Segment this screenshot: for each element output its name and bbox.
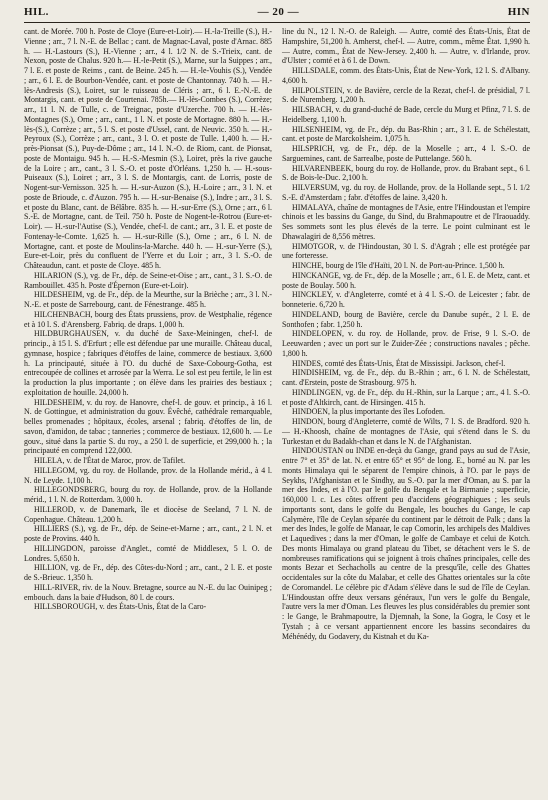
dictionary-entry: HILSBACH, v. du grand-duché de Bade, cercle du Murg et Pfinz, 7 l. S. de Heidelberg. 1,100 h. (282, 105, 530, 124)
dictionary-entry: HINDLINGEN, vg. de Fr., dép. du H.-Rhin, sur la Larque ; arr., 4 l. S.-O. et poste d'Altkirch, cant. de Hirsingen. 415 h. (282, 387, 530, 407)
dictionary-entry: HILLINGDON, paroisse d'Anglet., comté de Middlesex, 5 l. O. de Londres. 5,650 h. (24, 543, 272, 563)
dictionary-entry: HIMOTGOR, v. de l'Hindoustan, 30 l. S. d'Agrah ; elle est protégée par une forteresse. (282, 241, 530, 261)
dictionary-entry: HILARION (S.), vg. de Fr., dép. de Seine-et-Oise ; arr., cant., 3 l. S.-O. de Rambouillet. 435 h. Poste d'Épernon (Eure-et-Loir). (24, 270, 272, 290)
right-column-text (282, 27, 530, 641)
left-column-text (24, 27, 272, 612)
dictionary-entry: HINDOEN, la plus importante des îles Lofoden. (292, 407, 445, 417)
dictionary-entry: HINCKLEY, v. d'Angleterre, comté et à 4 l. S.-O. de Leicester ; fabr. de bonneterie. 6,720 h. (282, 290, 530, 309)
dictionary-entry: HILVARENBEEK, bourg du roy. de Hollande, prov. du Brabant sept., 6 l. S. de Bois-le-Duc. 2,100 h. (282, 163, 530, 183)
header-rule (24, 22, 530, 23)
dictionary-entry: HILLSDALE, comm. des États-Unis, État de New-York, 12 l. S. d'Albany. 4,600 h. (282, 66, 530, 85)
page-header (24, 6, 530, 20)
dictionary-entry: HILELA, v. de l'État de Maroc, prov. de Tafilet. (34, 456, 186, 465)
dictionary-entry: HILSENHEIM, vg. de Fr., dép. du Bas-Rhin ; arr., 3 l. E. de Schélestatt, cant. et poste de Marckolsheim. 1,075 h. (282, 124, 530, 144)
dictionary-entry: HILDBURGHAUSEN, v. du duché de Saxe-Meiningen, chef-l. de princip., à 15 l. S. d'Erfurt ; elle est défendue par une muraille. Château ducal, gymnase, hospice ; fabriques d'étoffes de laine, commerce de bestiaux. 3,600 h. La principauté, située à l'O. du duché de Saxe-Cobourg-Gotha, est entrecoupée de collines et arrosée par la Werra. Le sol est peu fertile, le lin est la production la plus importante ; on élève dans les prairies des bestiaux ; exploitation de houille. 24,000 h. (24, 329, 272, 397)
page-number: — 20 — (257, 6, 300, 18)
dictionary-entry: HILDESHEIM, v. du roy. de Hanovre, chef-l. de gouv. et princip., à 16 l. N. de Gottingue, et administration du gouv. Évêché, cathédrale remarquable, belles promenades ; hôpitaux, écoles, arsenal ; fabriq. d'étoffes de lin, de savon, d'amidon, de tabac ; tanneries ; commerce de bestiaux. 12,600 h. — Le gouv., situé dans la partie S. du roy., a 250 l. de superficie, et 299,000 h. ; la principauté en comprend 122,000. (24, 397, 272, 456)
dictionary-entry: HILDESHEIM, vg. de Fr., dép. de la Meurthe, sur la Brièche ; arr., 3 l. N.-N.-E. et poste de Sarrebourg, cant. de Fénestrange. 485 h. (24, 290, 272, 309)
right-column (282, 27, 530, 641)
dictionary-entry: HINDOUSTAN ou INDE en-deçà du Gange, grand pays au sud de l'Asie, entre 7° et 35° de lat. N. et entre 65° et 95° de long. E., borné au N. par les monts Himalaya qui le séparent de l'empire chinois, à l'O. par le pays de Seykhs, l'Afghanistan et le Sindhy, au S.-O. par la mer d'Oman, au S. par la mer des Indes, et à l'O. par le golfe du Bengale et la Birmanie ; superficie, 160,000 l. c. Les côtes offrent peu d'accidens géographiques ; les seuls importants sont, dans le golfe du Bengale, les bouches du Gange, le cap Calymère, l'île de Ceylan séparée du continent par le détroit de Palk ; dans la mer des Indes, le golfe de Manaar, le cap Comorin, les archipels des Maldives et Laquedives ; dans la mer d'Oman, le golfe de Cambaye et celui de Kotch. Des monts Himalaya ou grand plateau du Tibet, se détachent vers le S. de nombreuses ramifications qui se joignent à trois chaînes principales, celle des monts Bezar et Sechacholls au centre de la presqu'île, celle des Ghattes occidentales sur la côte du Malabar, et celle des Ghattes orientales sur la côte de Coromandel. Le célèbre pic d'Adam s'élève dans le sud de l'île de Ceylan. L'Hindoustan offre deux versans généraux, l'un vers le golfe du Bengale, l'autre vers la mer d'Oman. Les fleuves les plus considérables du premier sont : le Gange, le Brahmapoutre, la Djemnah, la Sone, la Gogra, le Cosy et le Tystah ; à ce versant appartiennent encore les bassins secondaires du Méhénédy, du Godavery, du Kistnah et du Ka- (282, 446, 530, 641)
dictionary-entry: HINDELAND, bourg de Bavière, cercle du Danube supér., 2 l. E. de Sonthofen ; fabr. 1,250 h. (282, 309, 530, 329)
dictionary-entry: HILLION, vg. de Fr., dép. des Côtes-du-Nord ; arr., cant., 2 l. E. et poste de S.-Brieuc. 1,350 h. (24, 563, 272, 582)
dictionary-entry: HINCKANGE, vg. de Fr., dép. de la Moselle ; arr., 6 l. E. de Metz, cant. et poste de Boulay. 500 h. (282, 270, 530, 290)
two-column-body (24, 27, 530, 641)
dictionary-entry: HINDES, comté des États-Unis, État de Mississipi. Jackson, chef-l. (292, 358, 506, 368)
dictionary-entry: HILLSBOROUGH, v. des États-Unis, État de la Caro- (34, 602, 207, 612)
dictionary-entry: HIMALAYA, chaîne de montagnes de l'Asie, entre l'Hindoustan et l'empire chinois et les bassins du Gange, du Sind, du Brahmapoutre et de l'Iraouaddy. Ses sommets sont les plus élevés de la terre. Le point culminant est le Dhawalagiri de 8,556 mètres. (282, 202, 530, 241)
dictionary-entry: HINDELOPEN, v. du roy. de Hollande, prov. de Frise, 9 l. S.-O. de Leeuwarden ; avec un port sur le Zuider-Zée ; constructions navales ; pêche. 1,800 h. (282, 329, 530, 358)
dictionary-entry: line du N., 12 l. N.-O. de Raleigh. — Autre, comté des États-Unis, État de Hampshire, 51,200 h. Amherst, chef-l. — Autre, comm., même État. 1,990 h. — Autre, comm., État de New-Jersey. 2,400 h. — Autre, v. d'Irlande, prov. d'Ulster ; comté et à 6 l. de Down. (282, 27, 530, 66)
dictionary-entry: cant. de Morée. 700 h. Poste de Cloye (Eure-et-Loir).— H.-la-Treille (S.), H.-Vienne ; arr., 7 l. N.-E. de Bellac ; cant. de Magnac-Laval, poste d'Arnac. 885 h. — H.-Lastours (S.), H.-Vienne ; arr., 4 l. 1/2 N. de S.-Trieix, cant. de Nexon, poste de Chalus. 920 h.— H.-le-Petit (S.), Marne, sur la Suippes ; arr., 7 l. E. et poste de Reims , cant. de Beine. 245 h. — H.-le-Vouhis (S.), Vendée ; arr., 6 l. E. de Bourbon-Vendée, cant. et poste de Chantonnay. 740 h. — H.-lès-Andresis (S.), Loiret, sur le ruisseau de Cléris ; arr., 6 l. E.-N.-E. de Montargis, cant. et poste de Courtenai. 785h.— H.-lès-Combes (S.), Corrèze; arr., 11 l. N. de Tulle, c. de Treignac, poste d'Uzerche. 700 h. — H.-lès-Montagnes (S.), Orne ; arr., cant., 1 l. N. et poste de Mortagne. 880 h. — H.-lès-(S.), Corrèze ; arr., 5 l. S. et poste d'Ussel, cant. de Neuvic. 350 h. — H.-Peyroux (S.), Corrèze ; arr., cant., 3 l. O. et poste de Tulle. 1,400 h. — H.-près-Pionsat (S.), Puy-de-Dôme ; arr., 14 l. N.-O. de Riom, cant. de Pionsat, poste de Montaigu. 945 h. — H.-S.-Mesmin (S.), Loiret, près la rive gauche de la Loire ; arr., cant., 3 l. S.-O. et poste d'Orléans. 1,250 h. — H.-sous-Puiseaux (S.), Loiret ; arr., 3 l. S. de Montargis, cant. de Lorris, poste de Nogent-sur-Vernisson. 325 h. — H.-sur-Auzon (S.), H.-Loire ; arr., 3 l. N. et poste de Brioude, c. d'Auzon. 795 h. — H.-sur-Benaise (S.), Indre ; arr., 3 l. S. et poste du Blanc, cant. de Bélâbre. 835 h. — H.-sur-Erre (S.), Orne ; arr., 6 l. S.-E. de Mortagne, cant. de Teil. 750 h. Poste de Nogent-le-Rotrou (Eure-et-Loir). — H.-sur-l'Autise (S.), Vendée, chef-l. de cant.; arr., 3 l. E. et poste de Fontenay-le-Comte. 1,625 h. — H.-sur-Rille (S.), Orne ; arr., 6 l. N. de Mortagne, cant. et poste de Moulins-la-Marche. 440 h. — H.-sur-Yerre (S.), Eure-et-Loir, près du confluent de l'Yerre et du Loir ; arr., 3 l. S.-O. de Châteaudun, cant. et poste de Cloye. 485 h. (24, 27, 272, 270)
dictionary-entry: HILLEROD, v. de Danemark, île et diocèse de Seeland, 7 l. N. de Copenhague. Château. 1,200 h. (24, 504, 272, 524)
dictionary-entry: HINDON, bourg d'Angleterre, comté de Wilts, 7 l. S. de Bradford. 920 h. — H.-Khoosh, chaîne de montagnes de l'Asie, qui s'étend dans le S. du Turkestan et du Badakh-chan et dans le N. de l'Afghanistan. (282, 417, 530, 446)
dictionary-entry: HILLEGOM, vg. du roy. de Hollande, prov. de la Hollande mérid., à 4 l. N. de Leyde. 1,100 h. (24, 465, 272, 485)
running-head-left: HIL. (24, 6, 49, 18)
dictionary-entry: HILL-RIVER, riv. de la Nouv. Bretagne, source au N.-E. du lac Ouinipeg ; embouch. dans la baie d'Hudson, 80 l. de cours. (24, 582, 272, 602)
running-head-right: HIN (507, 6, 530, 18)
dictionary-entry: HINDISHEIM, vg. de Fr., dép. du B.-Rhin ; arr., 6 l. N. de Schélestatt, cant. d'Erstein, poste de Strasbourg. 975 h. (282, 368, 530, 387)
dictionary-entry: HILPOLSTEIN, v. de Bavière, cercle de la Rezat, chef-l. de présidial, 7 l. S. de Nuremberg. 1,200 h. (282, 85, 530, 105)
dictionary-entry: HILLIERS (S.), vg. de Fr., dép. de Seine-et-Marne ; arr., cant., 2 l. N. et poste de Provins. 440 h. (24, 524, 272, 543)
left-column (24, 27, 272, 641)
dictionary-entry: HILCHENBACH, bourg des États prussiens, prov. de Westphalie, régence et à 10 l. S. d'Arensberg. Fabriq. de draps. 1,000 h. (24, 309, 272, 329)
dictionary-entry: HILVERSUM, vg. du roy. de Hollande, prov. de la Hollande sept., 5 l. 1/2 S.-E. d'Amsterdam ; fabr. d'étoffes de laine. 3,420 h. (282, 183, 530, 202)
dictionary-entry: HINCHE, bourg de l'île d'Haïti, 20 l. N. de Port-au-Prince. 1,500 h. (292, 261, 505, 270)
dictionary-entry: HILLEGONDSBERG, bourg du roy. de Hollande, prov. de la Hollande mérid., 1 l. N. de Rotterdam. 3,000 h. (24, 485, 272, 504)
dictionary-entry: HILSPRICH, vg. de Fr., dép. de la Moselle ; arr., 4 l. S.-O. de Sarguemines, cant. de Sarrealbe, poste de Puttelange. 560 h. (282, 144, 530, 163)
